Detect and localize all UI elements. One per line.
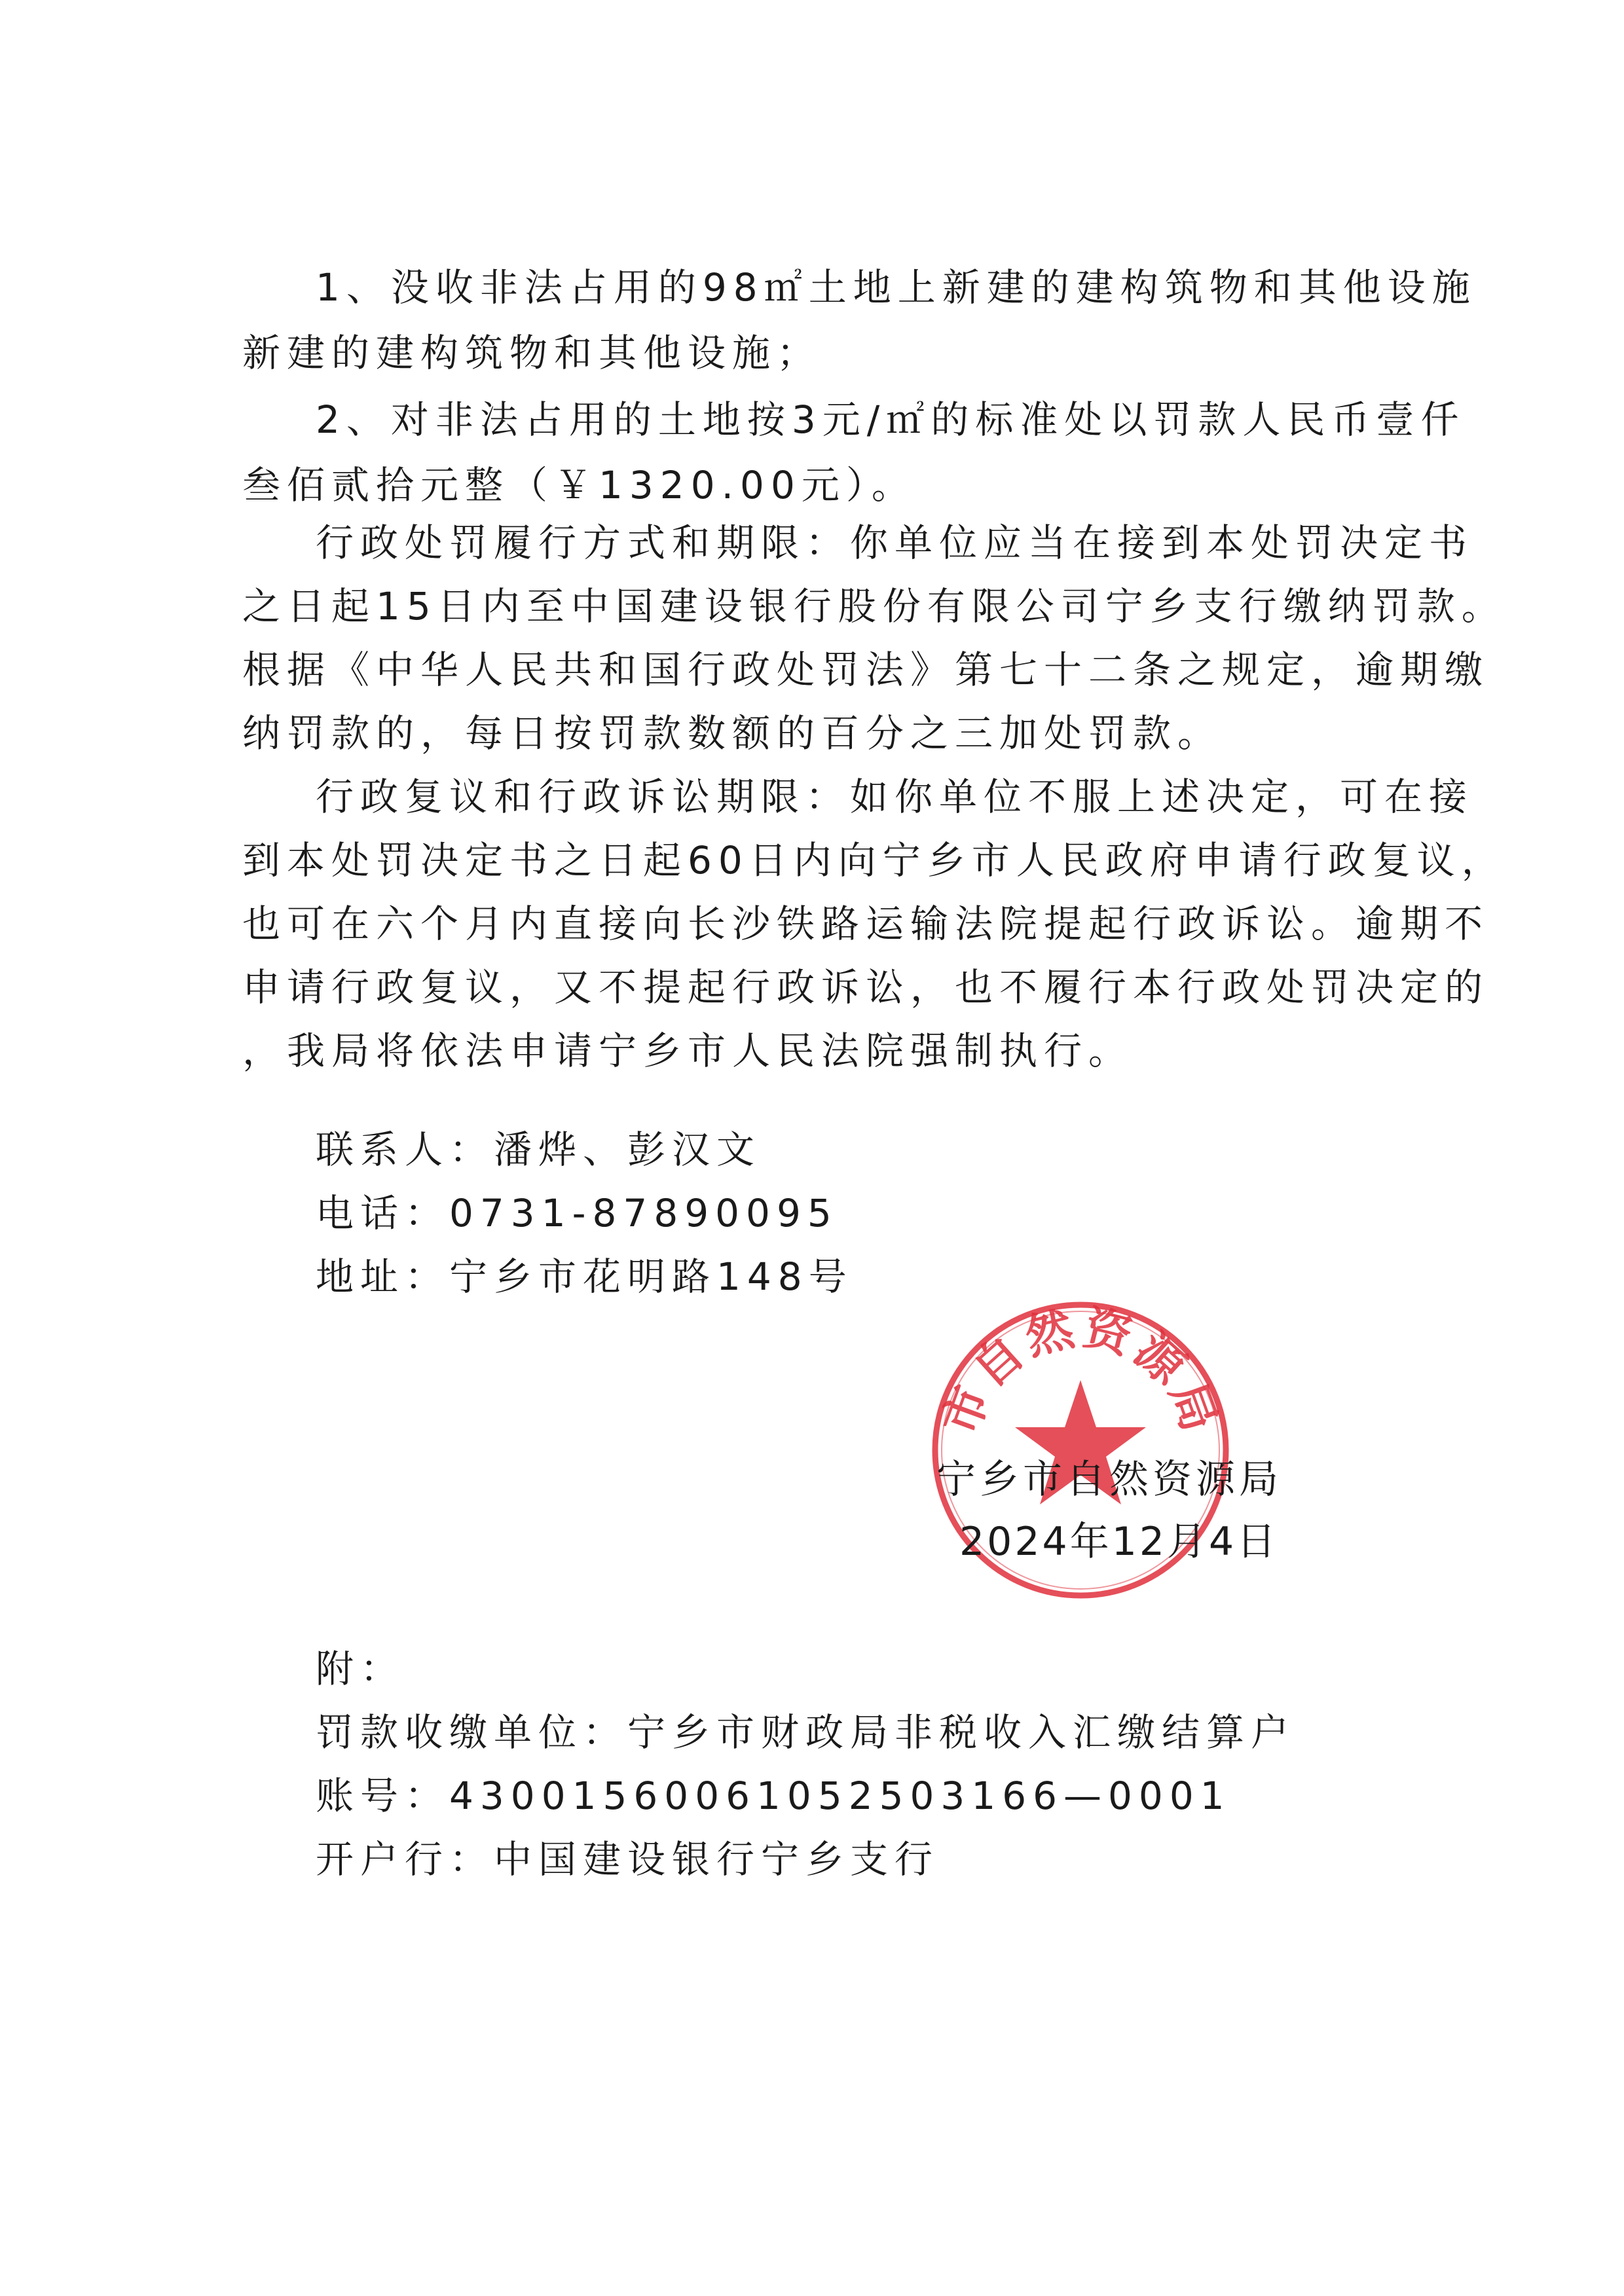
svg-text:市自然资源局: 市自然资源局 (931, 1299, 1230, 1442)
contact-phone: 电话：0731-87890095 (316, 1191, 838, 1235)
paragraph-4-line-4: 申请行政复议，又不提起行政诉讼，也不履行本行政处罚决定的 (242, 965, 1490, 1010)
paragraph-4-line-3: 也可在六个月内直接向长沙铁路运输法院提起行政诉讼。逾期不 (242, 902, 1490, 946)
paragraph-2-line-1: 2、对非法占用的土地按3元/㎡的标准处以罚款人民币壹仟 (316, 397, 1466, 442)
paragraph-4-line-2: 到本处罚决定书之日起60日内向宁乡市人民政府申请行政复议， (242, 838, 1506, 883)
paragraph-4-line-5: ，我局将依法申请宁乡市人民法院强制执行。 (242, 1029, 1134, 1073)
issue-date: 2024年12月4日 (959, 1519, 1279, 1565)
paragraph-1-line-1: 1、没收非法占用的98㎡土地上新建的建构筑物和其他设施 (316, 265, 1477, 310)
issuer-name: 宁乡市自然资源局 (936, 1457, 1282, 1503)
paragraph-3-line-2: 之日起15日内至中国建设银行股份有限公司宁乡支行缴纳罚款。 (242, 584, 1506, 629)
paragraph-3-line-3: 根据《中华人民共和国行政处罚法》第七十二条之规定，逾期缴 (242, 647, 1490, 692)
appendix-account: 账号：43001560061052503166—0001 (316, 1774, 1231, 1818)
paragraph-1-line-2: 新建的建构筑物和其他设施； (242, 331, 822, 375)
contact-person: 联系人：潘烨、彭汉文 (316, 1127, 762, 1172)
appendix-bank: 开户行：中国建设银行宁乡支行 (316, 1837, 940, 1882)
appendix-payee: 罚款收缴单位：宁乡市财政局非税收入汇缴结算户 (316, 1710, 1296, 1755)
paragraph-3-line-1: 行政处罚履行方式和期限：你单位应当在接到本处罚决定书 (316, 520, 1474, 565)
appendix-heading: 附： (316, 1647, 405, 1691)
paragraph-2-line-2: 叁佰贰拾元整（￥1320.00元）。 (242, 463, 916, 507)
contact-address: 地址：宁乡市花明路148号 (316, 1254, 853, 1299)
paragraph-4-line-1: 行政复议和行政诉讼期限：如你单位不服上述决定，可在接 (316, 774, 1474, 819)
paragraph-3-line-4: 纳罚款的，每日按罚款数额的百分之三加处罚款。 (242, 711, 1223, 756)
